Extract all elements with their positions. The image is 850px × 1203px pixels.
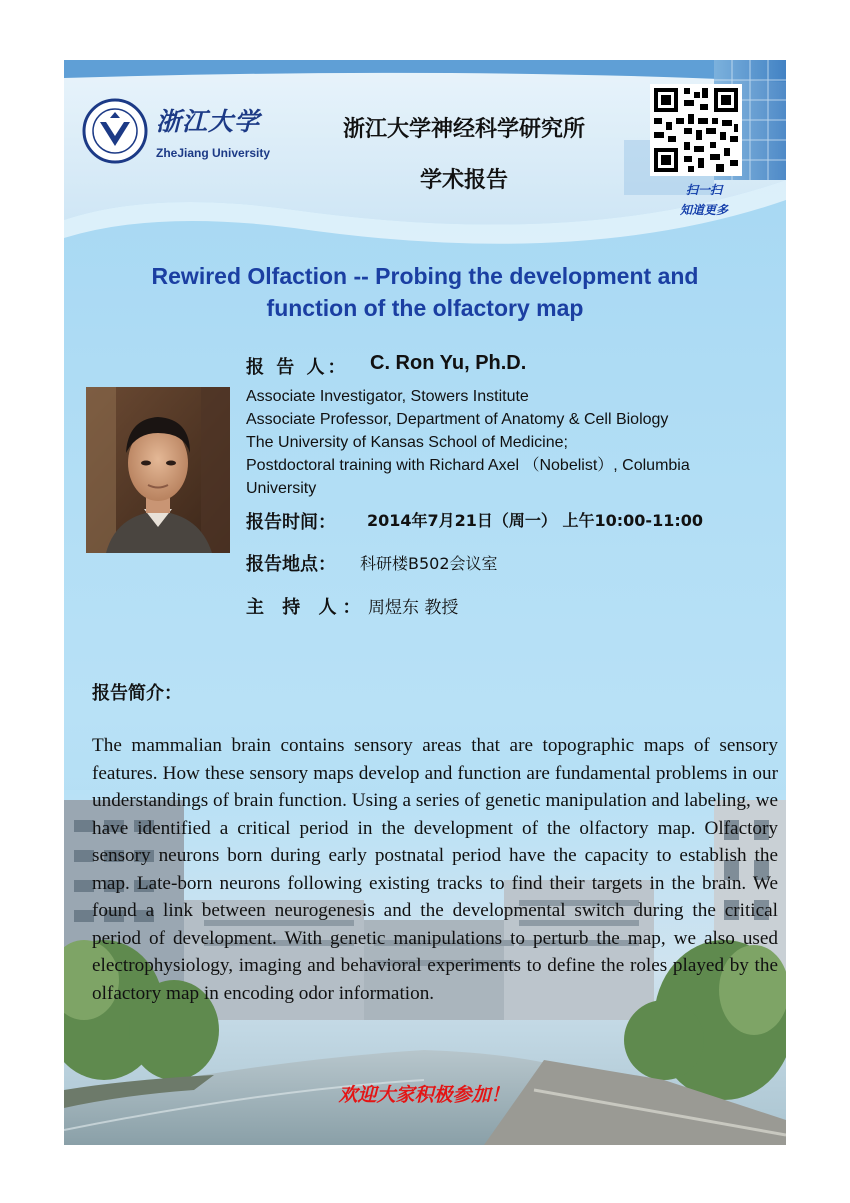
place-label: 报告地点： — [246, 554, 336, 575]
talk-title — [84, 260, 766, 324]
time-value: 2014年7月21日（周一） 上午10:00-11:00 — [367, 511, 704, 530]
affiliation-line: The University of Kansas School of Medicine; — [246, 434, 568, 451]
host-label: 主 持 人： — [246, 597, 367, 618]
affiliation-line: Postdoctoral training with Richard Axel （Nobelist）, Columbia — [246, 457, 690, 474]
talk-title-line-1: Rewired Olfaction -- Probing the development and — [151, 263, 699, 289]
university-logo — [82, 98, 292, 168]
qr-code-icon[interactable] — [650, 84, 742, 176]
host-value: 周煜东 教授 — [368, 598, 459, 618]
welcome-message: 欢迎大家积极参加！ — [338, 1084, 510, 1106]
abstract-heading: 报告简介： — [92, 683, 182, 704]
seminar-poster — [64, 60, 786, 1145]
university-name-en: ZheJiang University — [156, 146, 271, 160]
affiliation-line: Associate Professor, Department of Anatomy & Cell Biology — [246, 411, 669, 428]
abstract-text: The mammalian brain contains sensory areas that are topographic maps of sensory features. How these sensory maps develop and function are fundamental problems in our understandings of brain function. Using a series of genetic manipulation and labeling, we have identified a critical period in the development of the olfactory map. Olfactory sensory neurons born during early postnatal period have the capacity to establish the map. Late-born neurons following existing tracks to find their targets in the brain. We found a link between neurogenesis and the developmental switch during the critical period of development. With genetic manipulations to perturb the map, we also used electrophysiology, imaging and behavioral experiments to define the roles played by the olfactory map in encoding odor information. — [92, 735, 778, 1004]
time-label: 报告时间： — [246, 512, 336, 533]
qr-caption-scan: 扫一扫 — [685, 183, 722, 197]
speaker-affiliations — [246, 385, 776, 500]
talk-title-line-2: function of the olfactory map — [266, 295, 584, 321]
speaker-label: 报 告 人： — [246, 357, 349, 378]
speaker-photo — [86, 387, 230, 553]
university-emblem-icon — [82, 98, 148, 164]
report-type: 学术报告 — [419, 168, 508, 193]
affiliation-line: University — [246, 480, 317, 497]
speaker-name: C. Ron Yu, Ph.D. — [370, 352, 527, 374]
qr-caption-more: 知道更多 — [679, 203, 728, 217]
place-value: 科研楼B502会议室 — [360, 554, 498, 573]
university-name-cn: 浙江大学 — [156, 107, 261, 136]
institute-name: 浙江大学神经科学研究所 — [342, 117, 585, 142]
affiliation-line: Associate Investigator, Stowers Institute — [246, 388, 529, 405]
